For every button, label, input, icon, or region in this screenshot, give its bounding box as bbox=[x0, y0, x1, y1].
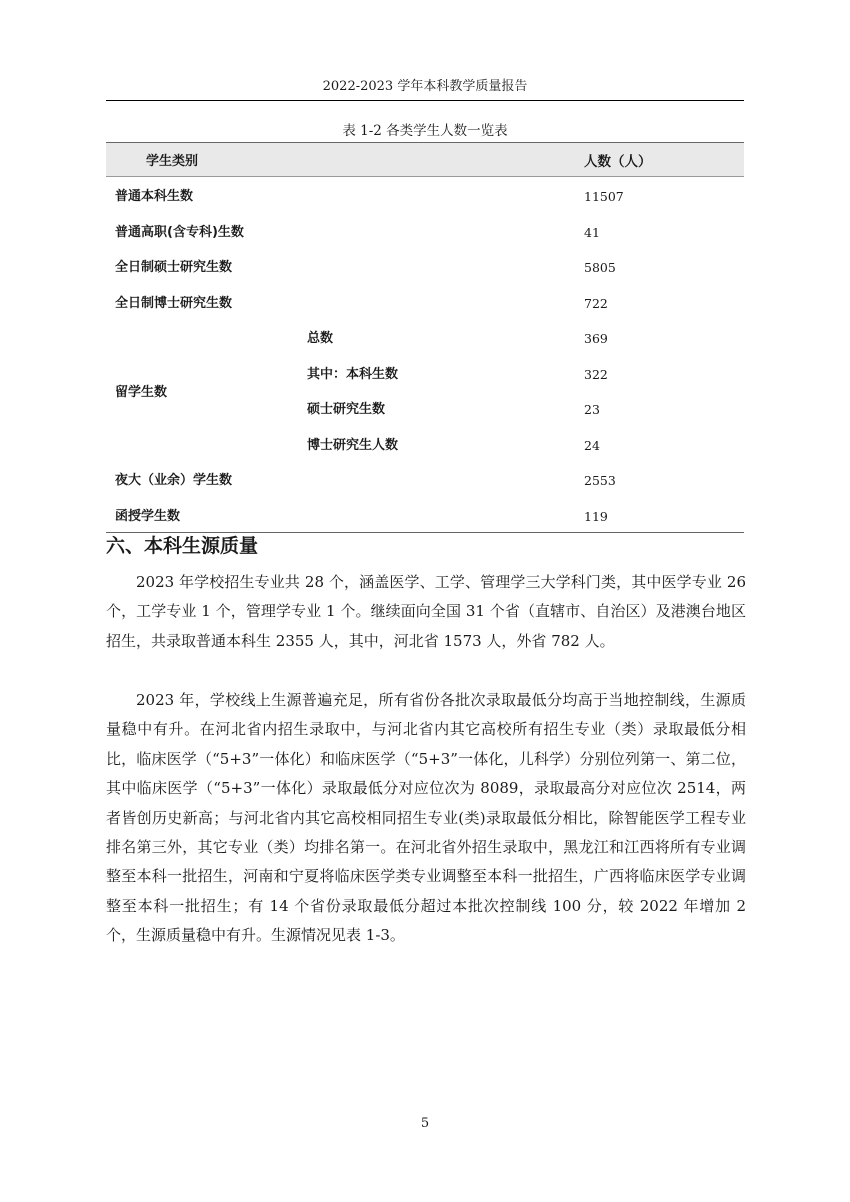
sub-count: 24 bbox=[584, 437, 600, 453]
sub-label: 其中：本科生数 bbox=[307, 366, 399, 382]
sub-count: 322 bbox=[584, 366, 608, 382]
sub-label: 总数 bbox=[307, 331, 334, 347]
row-count: 41 bbox=[584, 224, 600, 240]
table-row bbox=[106, 284, 744, 320]
header-count: 人数（人） bbox=[584, 143, 744, 177]
sub-count: 369 bbox=[584, 331, 608, 347]
table-row bbox=[106, 319, 744, 355]
sub-label: 博士研究生人数 bbox=[307, 437, 399, 453]
row-category: 普通本科生数 bbox=[115, 189, 194, 205]
row-count: 119 bbox=[584, 497, 744, 533]
row-category: 全日制博士研究生数 bbox=[115, 295, 233, 311]
table-row bbox=[106, 248, 744, 284]
table-row bbox=[106, 213, 744, 249]
row-category: 函授学生数 bbox=[106, 497, 584, 533]
header-category: 学生类别 bbox=[106, 143, 584, 177]
table-row bbox=[106, 177, 744, 213]
table-header-row bbox=[106, 143, 744, 177]
table-caption: 表 1-2 各类学生人数一览表 bbox=[342, 123, 508, 139]
row-count: 722 bbox=[584, 295, 608, 311]
table-row bbox=[106, 461, 744, 497]
table-row bbox=[106, 497, 744, 533]
row-category: 全日制硕士研究生数 bbox=[115, 260, 233, 276]
section-heading: 六、本科生源质量 bbox=[106, 535, 259, 557]
page-header: 2022-2023 学年本科教学质量报告 bbox=[322, 79, 528, 94]
row-count: 5805 bbox=[584, 260, 616, 276]
row-category: 普通高职(含专科)生数 bbox=[115, 224, 244, 240]
row-category: 夜大（业余）学生数 bbox=[115, 473, 233, 489]
row-count: 2553 bbox=[584, 473, 616, 489]
body-paragraph: 2023 年，学校线上生源普遍充足，所有省份各批次录取最低分均高于当地控制线，生源质量稳中有升。在河北省内招生录取中，与河北省内其它高校所有招生专业（类）录取最低分相比，临床医学（“5+3”一体化）和临床医学（“5+3”一体化，儿科学）分别位列第一、第二位，其中临床医学（“5+3”一体化）录取最低分对应位次为 8089，录取最高分对应位次 2514，两者皆创历史新高；与河北省内其它高校相同招生专业(类)录取最低分相比，除智能医学工程专业排名第三外，其它专业（类）均排名第一。在河北省外招生录取中，黑龙江和江西将所有专业调整至本科一批招生，河南和宁夏将临床医学类专业调整至本科一批招生，广西将临床医学专业调整至本科一批招生；有 14 个省份录取最低分超过本批次控制线 100 分，较 2022 年增加 2 个，生源质量稳中有升。生源情况见表 1-3。 bbox=[106, 691, 746, 945]
sub-label: 硕士研究生数 bbox=[307, 402, 386, 418]
body-paragraph: 2023 年学校招生专业共 28 个，涵盖医学、工学、管理学三大学科门类，其中医学专业 26 个，工学专业 1 个，管理学专业 1 个。继续面向全国 31 个省（直辖市、自治区）及港澳台地区招生，共录取普通本科生 2355 人，其中，河北省 1573 人，外省 782 人。 bbox=[106, 573, 746, 650]
student-count-table bbox=[106, 142, 744, 533]
international-category: 留学生数 bbox=[115, 384, 168, 400]
row-count: 11507 bbox=[584, 189, 624, 205]
page-number: 5 bbox=[420, 1116, 430, 1131]
header-rule bbox=[106, 100, 744, 101]
sub-count: 23 bbox=[584, 402, 600, 418]
